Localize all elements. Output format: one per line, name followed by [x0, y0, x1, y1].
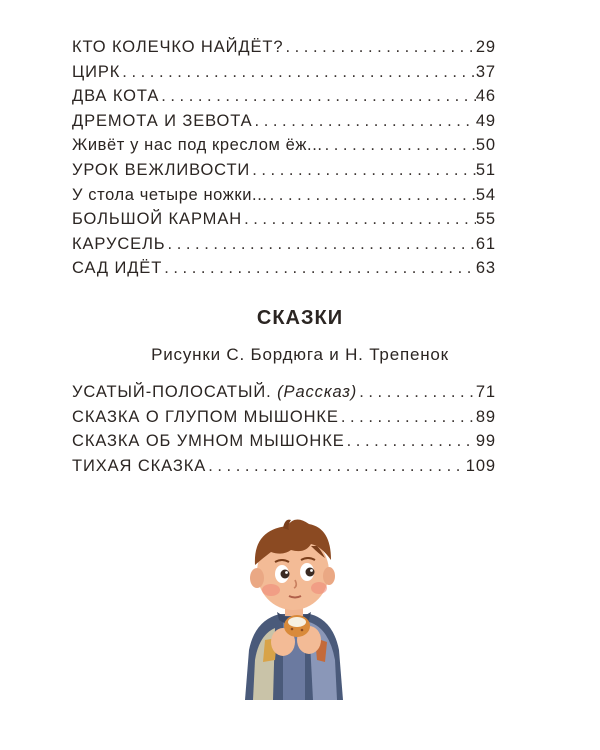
toc-leader [162, 256, 476, 281]
toc-entry-title: КТО КОЛЕЧКО НАЙДЁТ? [72, 38, 284, 56]
toc-entry-page: 89 [475, 407, 496, 426]
boy-eating-cookie-icon [225, 510, 360, 700]
toc-leader [339, 405, 476, 430]
toc-leader [120, 60, 476, 85]
toc-leader [159, 84, 476, 109]
toc-leader [206, 454, 466, 479]
toc-entry-title-text: УСАТЫЙ-ПОЛОСАТЫЙ. [72, 383, 272, 401]
toc-entry-page: 99 [475, 432, 496, 451]
toc-leader [323, 133, 476, 158]
toc-entry[interactable] [72, 60, 496, 85]
toc-entry-title: БОЛЬШОЙ КАРМАН [72, 210, 243, 229]
toc-entry[interactable] [72, 133, 496, 158]
toc-entry[interactable] [72, 158, 496, 183]
table-of-contents-top [72, 35, 496, 281]
toc-entry[interactable] [72, 429, 496, 454]
toc-entry-title: СКАЗКА О ГЛУПОМ МЫШОНКЕ [72, 407, 339, 426]
toc-entry-page: 55 [475, 210, 496, 229]
toc-entry[interactable] [72, 405, 496, 430]
toc-entry[interactable] [72, 109, 496, 134]
toc-entry-title: САД ИДЁТ [72, 259, 163, 278]
toc-entry-page: 29 [475, 38, 496, 56]
toc-leader [242, 207, 476, 232]
toc-entry-title: ДРЕМОТА И ЗЕВОТА [72, 111, 253, 130]
toc-entry[interactable] [72, 207, 496, 232]
toc-entry-title: ТИХАЯ СКАЗКА [72, 456, 207, 475]
toc-entry-title: ДВА КОТА [72, 87, 160, 106]
toc-entry-title: Живёт у нас под креслом ёж... [72, 136, 323, 155]
toc-leader [283, 35, 475, 60]
toc-entry-page: 50 [475, 136, 496, 155]
toc-leader [253, 109, 476, 134]
toc-entry-title: УРОК ВЕЖЛИВОСТИ [72, 160, 251, 179]
toc-entry-page: 109 [465, 456, 496, 475]
table-of-contents-bottom [72, 380, 496, 478]
toc-leader [166, 232, 476, 257]
toc-entry[interactable] [72, 454, 496, 479]
toc-entry-page: 54 [475, 185, 496, 204]
toc-entry-page: 51 [475, 160, 496, 179]
section-title: СКАЗКИ [256, 307, 344, 329]
toc-entry[interactable] [72, 35, 496, 60]
toc-entry-page: 37 [475, 62, 496, 81]
toc-leader [357, 380, 476, 405]
toc-entry-page: 61 [475, 234, 496, 253]
section-subtitle: Рисунки С. Бордюга и Н. Трепенок [151, 345, 449, 364]
toc-entry-title: СКАЗКА ОБ УМНОМ МЫШОНКЕ [72, 432, 345, 451]
toc-entry-page: 49 [475, 111, 496, 130]
toc-entry-page: 46 [475, 87, 496, 106]
toc-leader [345, 429, 476, 454]
toc-entry[interactable] [72, 84, 496, 109]
toc-entry[interactable] [72, 256, 496, 281]
toc-entry[interactable] [72, 183, 496, 208]
toc-entry[interactable] [72, 380, 496, 405]
toc-entry-title: У стола четыре ножки... [72, 185, 268, 204]
toc-entry[interactable] [72, 232, 496, 257]
toc-leader [250, 158, 476, 183]
toc-entry-title: КАРУСЕЛЬ [72, 234, 166, 253]
toc-entry-note: (Рассказ) [277, 383, 358, 401]
toc-entry-page: 71 [475, 383, 496, 401]
toc-leader [268, 183, 476, 208]
toc-entry-title: ЦИРК [72, 62, 121, 81]
toc-entry-title [72, 380, 357, 405]
toc-entry-page: 63 [475, 259, 496, 278]
